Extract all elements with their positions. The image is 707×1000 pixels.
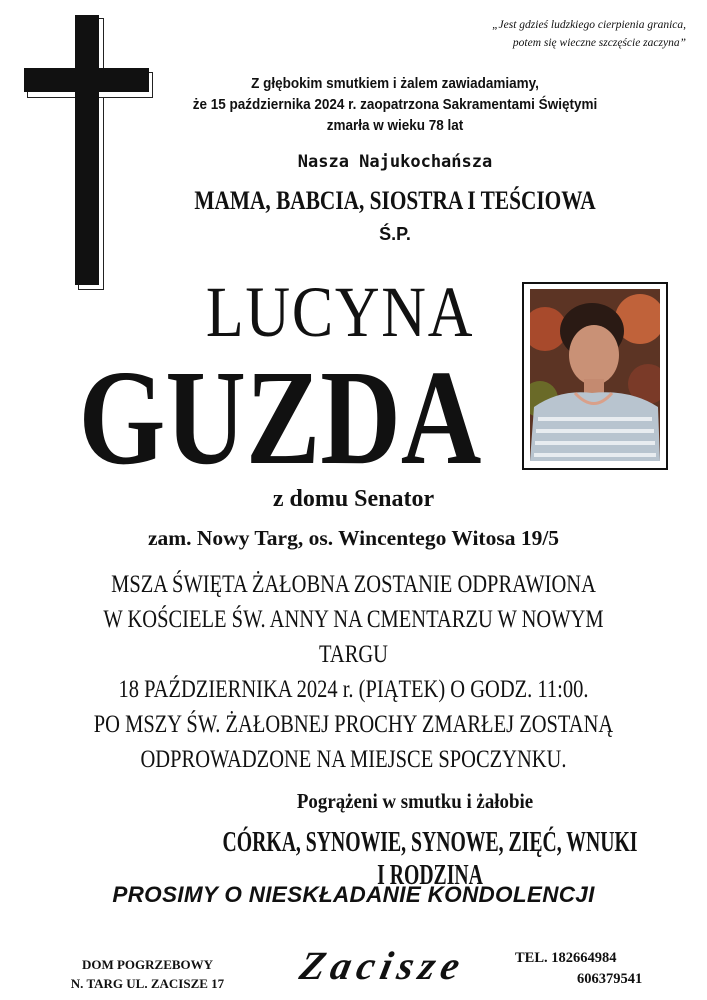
relations: MAMA, BABCIA, SIOSTRA I TEŚCIOWA — [194, 186, 596, 215]
deceased-photo — [530, 289, 660, 461]
cross-icon — [24, 68, 149, 92]
nasza-najukochansza: Nasza Najukochańsza — [297, 152, 493, 172]
condolence-request: PROSIMY O NIESKŁADANIE KONDOLENCJI — [112, 882, 595, 907]
portrait-image — [530, 289, 660, 461]
motto — [480, 16, 686, 52]
mass-line-5: ODPROWADZONE NA MIEJSCE SPOCZYNKU. — [140, 746, 567, 773]
intro-line-1: Z głębokim smutkiem i żalem zawiadamiamy, — [251, 75, 539, 92]
funeral-home-name: DOM POGRZEBOWY — [81, 957, 214, 972]
mass-line-4: PO MSZY ŚW. ŻAŁOBNEJ PROCHY ZMARŁEJ ZOSTANĄ — [93, 711, 614, 738]
funeral-home-address: N. TARG UL. ZACISZE 17 — [70, 976, 225, 991]
motto-line-2: potem się wieczne szczęście zaczyna” — [512, 37, 686, 49]
announcement-intro — [175, 73, 616, 136]
intro-line-2: że 15 października 2024 r. zaopatrzona Sakramentami Świętymi — [192, 96, 598, 113]
mass-info — [80, 567, 627, 777]
funeral-home-logo: Zacisze — [296, 943, 470, 988]
funeral-home-phone — [515, 948, 685, 990]
sp-label: Ś.P. — [379, 224, 411, 244]
first-name: LUCYNA — [205, 272, 475, 352]
mass-line-2: W KOŚCIELE ŚW. ANNY NA CMENTARZU W NOWYM TARGU — [103, 606, 604, 668]
cross-icon — [75, 15, 99, 285]
motto-line-1: „Jest gdzieś ludzkiego cierpienia granica, — [492, 19, 686, 31]
mass-line-3: 18 PAŹDZIERNIKA 2024 r. (PIĄTEK) O GODZ. 11:00. — [118, 676, 589, 703]
phone-2: 606379541 — [577, 971, 643, 987]
mourners-family: CÓRKA, SYNOWIE, SYNOWE, ZIĘĆ, WNUKI I RODZINA — [222, 826, 638, 891]
funeral-home-info — [30, 955, 265, 993]
last-name: GUZDA — [78, 343, 482, 493]
mass-line-1: MSZA ŚWIĘTA ŻAŁOBNA ZOSTANIE ODPRAWIONA — [111, 571, 596, 598]
phone-1: TEL. 182664984 — [515, 950, 617, 966]
mourners-intro: Pogrążeni w smutku i żałobie — [296, 789, 534, 813]
intro-line-3: zmarła w wieku 78 lat — [326, 117, 464, 134]
residence-address: zam. Nowy Targ, os. Wincentego Witosa 19/5 — [147, 526, 560, 550]
maiden-name: z domu Senator — [272, 486, 435, 512]
